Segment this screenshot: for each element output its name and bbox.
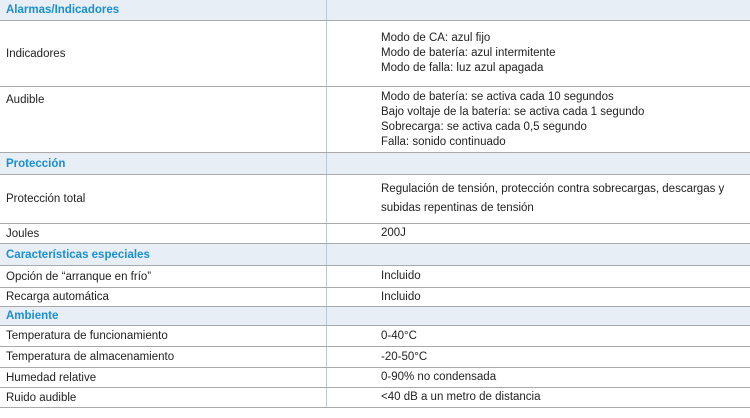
value-text: Regulación de tensión, protección contra sobrecargas, descargas y subidas repentinas de tensión [381,183,725,214]
section-header-protection [0,153,750,175]
spec-value-noise: <40 dB a un metro de distancia [381,391,541,403]
spec-value-indicators [381,21,746,86]
spec-row-auto-recharge [0,288,750,307]
spec-label-operating-temp: Temperatura de funcionamiento [6,330,168,342]
spec-value-storage-temp: -20-50°C [381,350,428,363]
spec-label-audible: Audible [6,94,45,106]
spec-row-total-protection [0,175,750,224]
section-title-special: Características especiales [6,248,150,261]
spec-label-cold-start: Opción de “arranque en frío” [6,270,152,283]
section-header-alarms [0,0,750,21]
value-line: Sobrecarga: se activa cada 0,5 segundo [381,120,587,133]
spec-row-storage-temp [0,347,750,368]
section-header-environment [0,307,750,326]
spec-label-storage-temp: Temperatura de almacenamiento [6,351,175,363]
spec-label-joules: Joules [6,227,40,240]
value-line: Modo de batería: se activa cada 10 segundos [381,90,614,103]
section-title-environment: Ambiente [6,310,59,322]
spec-value-cold-start: Incluido [381,270,421,282]
spec-row-cold-start [0,266,750,288]
spec-value-audible [381,87,746,152]
value-line: Modo de batería: azul intermitente [381,47,556,59]
spec-value-joules: 200J [381,227,406,239]
spec-label-auto-recharge: Recarga automática [6,291,109,303]
section-title-protection: Protección [6,157,66,170]
value-line: Bajo voltaje de la batería: se activa cada 1 segundo [381,105,645,118]
spec-label-indicators: Indicadores [6,47,66,60]
value-line: Falla: sonido continuado [381,135,506,148]
spec-label-humidity: Humedad relative [6,371,97,384]
section-title-alarms: Alarmas/Indicadores [6,4,120,16]
value-line: Modo de falla: luz azul apagada [381,62,544,74]
spec-value-auto-recharge: Incluido [381,290,421,303]
spec-row-joules [0,224,750,244]
spec-label-total-protection: Protección total [6,193,86,205]
spec-value-operating-temp: 0-40°C [381,329,417,342]
spec-row-operating-temp [0,326,750,347]
spec-row-humidity [0,368,750,388]
spec-row-noise [0,388,750,408]
spec-value-total-protection [381,175,746,223]
value-line: Modo de CA: azul fijo [381,32,491,44]
spec-label-noise: Ruido audible [6,391,77,404]
spec-value-humidity: 0-90% no condensada [381,371,497,383]
spec-row-audible [0,87,750,153]
spec-row-indicators [0,21,750,87]
section-header-special [0,244,750,266]
